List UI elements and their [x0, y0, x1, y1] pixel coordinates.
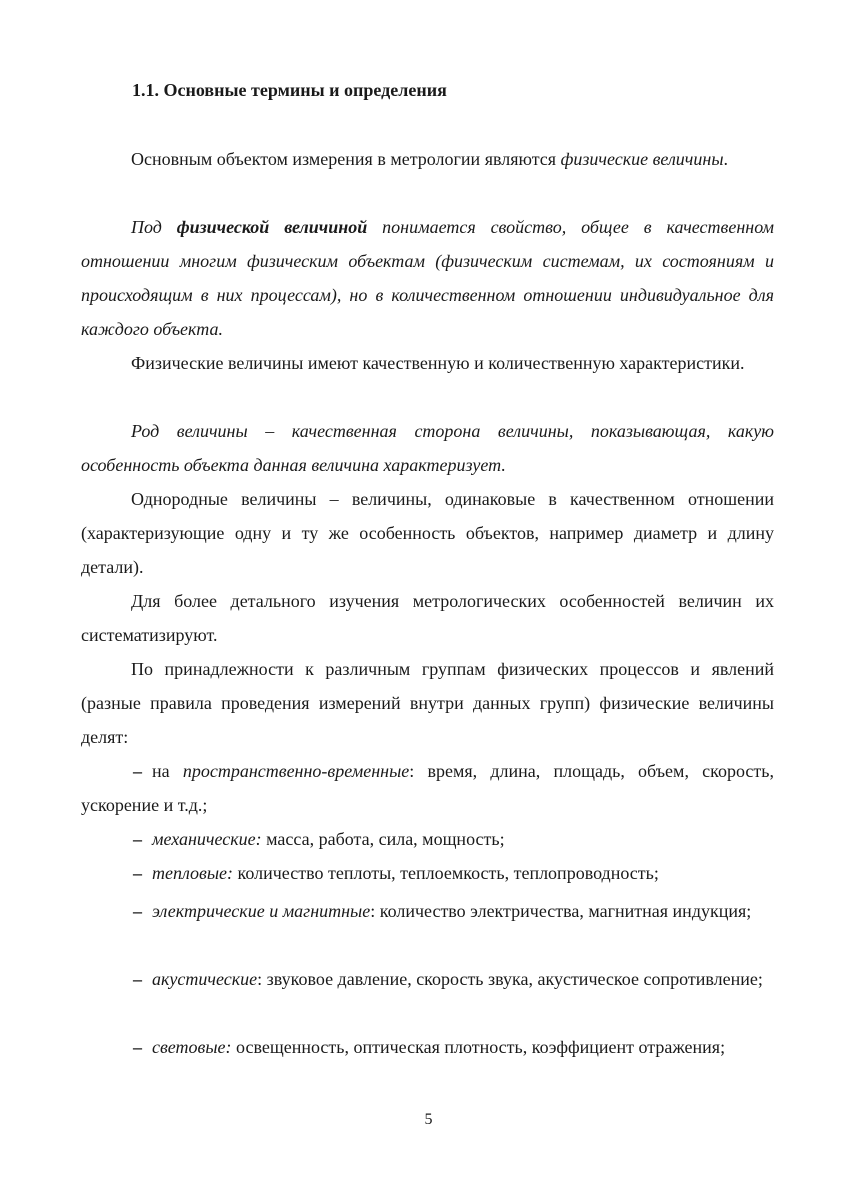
text: : количество электричества, магнитная индукция;	[370, 901, 752, 921]
paragraph-kind-of-quantity	[81, 414, 774, 482]
dash: –	[133, 901, 142, 921]
dash: –	[133, 1037, 142, 1057]
paragraph-characteristics: Физические величины имеют качественную и количественную характеристики.	[131, 353, 745, 373]
text: : время, длина, площадь, объем, скорость, ускорение и т.д.;	[81, 761, 774, 815]
list-item	[81, 754, 774, 822]
text: количество теплоты, теплоемкость, теплопроводность;	[233, 863, 659, 883]
dash: –	[133, 969, 142, 989]
text: .	[723, 149, 729, 169]
text: Основным объектом измерения в метрологии являются	[131, 149, 561, 169]
paragraph-systematization: Для более детального изучения метрологических особенностей величин их систематизируют.	[81, 591, 774, 645]
dash: –	[133, 829, 142, 849]
paragraph-main-object	[81, 142, 774, 176]
section-heading: 1.1. Основные термины и определения	[132, 80, 447, 100]
text: на	[152, 761, 183, 781]
term-physical-quantity: физической величиной	[176, 217, 368, 237]
list-term: акустические	[152, 969, 258, 989]
text: масса, работа, сила, мощность;	[261, 829, 505, 849]
paragraph-definition	[81, 210, 774, 346]
list-term: пространственно-временные	[182, 761, 410, 781]
text: Под	[131, 217, 177, 237]
list-item	[81, 856, 774, 890]
paragraph-homogeneous: Однородные величины – величины, одинаковые в качественном отношении (характеризующие одну и ту же особенность объектов, например диаметр и длину детали).	[81, 489, 774, 577]
text: понимается свойство, общее в качественном отношении многим физическим объектам (физическим системам, их состояниям и происходящим в них процессам), но в количественном отношении индивидуальное для каждого объекта.	[81, 217, 775, 339]
list-item	[81, 822, 774, 856]
paragraph-classification: По принадлежности к различным группам физических процессов и явлений (разные правила проведения измерений внутри данных групп) физические величины делят:	[81, 659, 774, 747]
text: Род величины – качественная сторона величины, показывающая, какую особенность объекта данная величина характеризует.	[81, 421, 774, 475]
page-number: 5	[424, 1111, 433, 1128]
list-item	[81, 1030, 774, 1064]
list-item	[81, 962, 774, 996]
term-physical-quantities: физические величины	[560, 149, 724, 169]
dash: –	[133, 761, 142, 781]
list-term: тепловые:	[152, 863, 234, 883]
text: освещенность, оптическая плотность, коэффициент отражения;	[231, 1037, 726, 1057]
text: : звуковое давление, скорость звука, акустическое сопротивление;	[257, 969, 763, 989]
list-term: электрические и магнитные	[152, 901, 371, 921]
list-term: механические:	[152, 829, 262, 849]
dash: –	[133, 863, 142, 883]
list-item	[81, 894, 774, 928]
list-term: световые:	[152, 1037, 232, 1057]
